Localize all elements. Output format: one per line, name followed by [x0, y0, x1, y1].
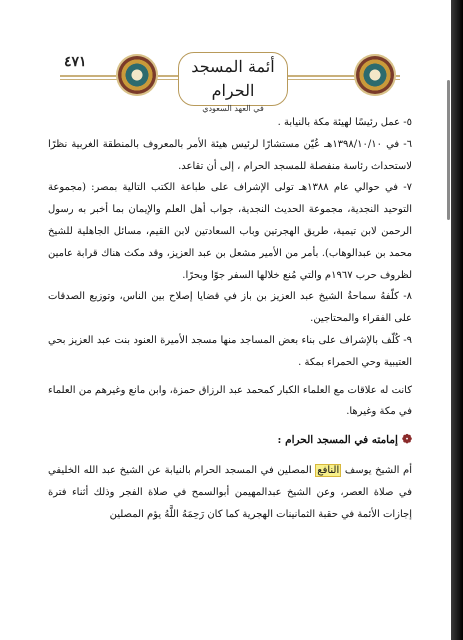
highlighted-word[interactable]: النافع: [317, 464, 340, 476]
flower-ornament-icon: ❁: [401, 432, 412, 447]
list-item: ٦- في ١٣٩٨/١٠/١٠هـ عُيّن مستشارًا لرئيس هيئة الأمر بالمعروف بالمنطقة الغربية نظرًا لاستحداث رئاسة منفصلة للمسجد الحرام ، إلى أن تقاعد.: [48, 138, 412, 172]
section-heading: [48, 429, 412, 452]
page-header: [60, 52, 400, 114]
rosette-ornament-icon: [354, 54, 396, 96]
book-title: أئمة المسجد الحرام: [191, 57, 275, 100]
book-subtitle: في العهد السعودي: [202, 104, 264, 113]
viewer-edge: [451, 0, 463, 640]
text-run: أم الشيخ يوسف: [341, 464, 412, 476]
relations-paragraph: كانت له علاقات مع العلماء الكبار كمحمد عبد الرزاق حمزة، وابن مانع وغيرهم من العلماء في مكة وغيرها.: [48, 384, 412, 418]
rosette-ornament-icon: [116, 54, 158, 96]
list-item: ٧- في حوالي عام ١٣٨٨هـ تولى الإشراف على طباعة الكتب التالية بمصر: (مجموعة التوحيد النجدية، مجموعة الحديث النجدية، جواب أهل العلم والإيمان بما أخبر به رسول الرحمن لابن تيمية، طريق الهجرتين وباب السعادتين لابن القيم، مسائل الجاهلية للشيخ محمد بن عبدالوهاب). بأمر من الأمير مشعل بن عبد العزيز، وقد مكث هناك قرابة عامين لظروف حرب ١٩٦٧م والتي مُنع خلالها السفر جوًا وبحرًا.: [48, 182, 413, 281]
scrollbar[interactable]: [447, 80, 450, 220]
page-number: ٤٧١: [64, 54, 87, 70]
list-item: ٨- كلّفهُ سماحةُ الشيخ عبد العزيز بن باز في قضايا إصلاح بين الناس، وتوزيع الصدقات على الفقراء والمحتاجين.: [48, 291, 412, 325]
page-content: [48, 112, 412, 525]
text-run: المصلين في المسجد الحرام بالنيابة عن الشيخ عبد الله الخليفي في صلاة العصر، وعن الشيخ عبدالمهيمن أبوالسمح في صلاة الفجر وذلك أثناء فترة إجازات الأئمة في حقبة الثمانينات الهجرية كما كان رَحِمَهُ اللَّهُ يؤم المصلين: [48, 464, 412, 520]
imamate-paragraph: [48, 460, 412, 525]
list-item: ٩- كُلّف بالإشراف على بناء بعض المساجد منها مسجد الأميرة العنود بنت عبد العزيز بحي العتيبية وحي الحمراء بمكة .: [48, 334, 412, 368]
section-heading-text: إمامته في المسجد الحرام :: [277, 434, 398, 447]
list-item: ٥- عمل رئيسًا لهيئة مكة بالنيابة .: [277, 117, 412, 128]
header-cartouche: [178, 52, 288, 113]
